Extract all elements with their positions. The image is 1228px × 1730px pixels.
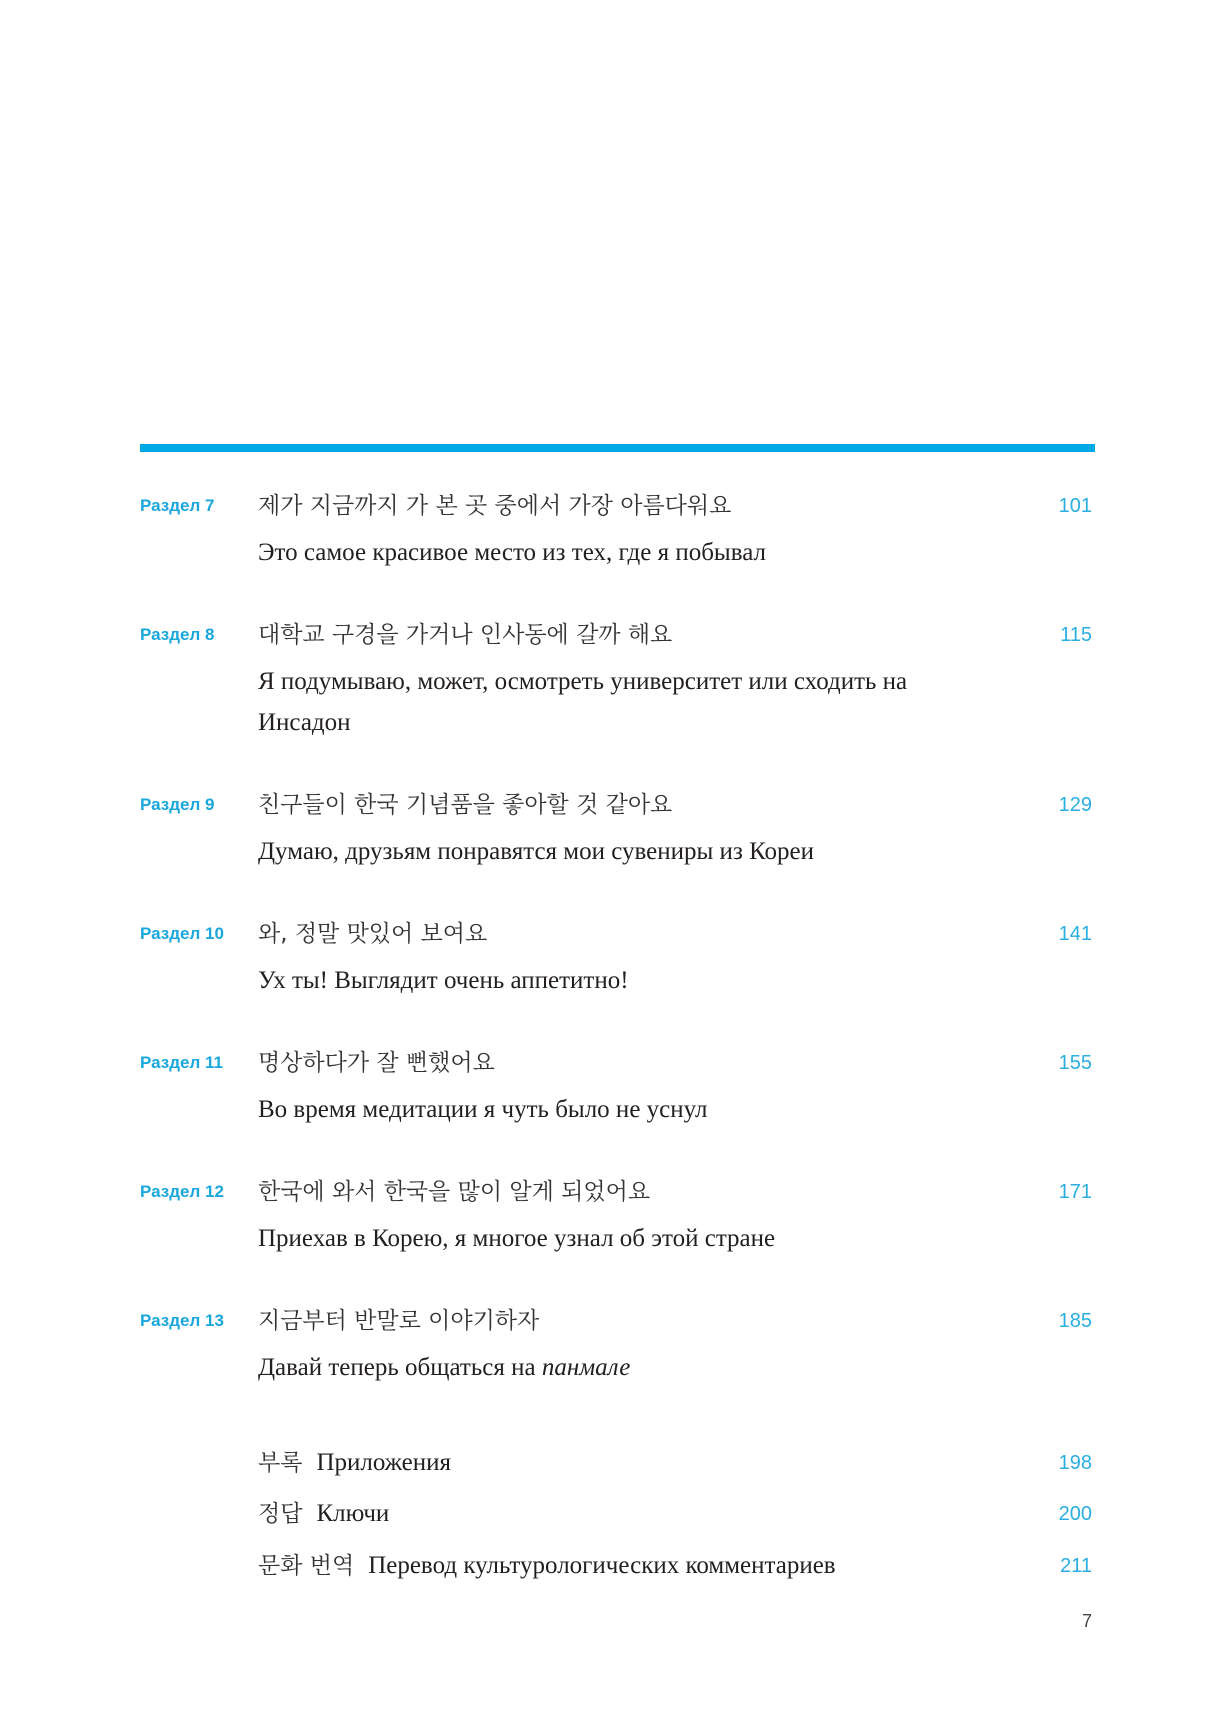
page-number[interactable]: 129 [1058, 794, 1092, 816]
russian-title-italic-term: панмале [541, 1354, 631, 1381]
russian-title: Это самое красивое место из тех, где я побывал [258, 539, 766, 566]
page-number[interactable]: 198 [1058, 1452, 1092, 1474]
appendix-russian-label: Ключи [316, 1500, 390, 1527]
page-number[interactable]: 171 [1058, 1181, 1092, 1203]
page-number[interactable]: 200 [1058, 1503, 1092, 1525]
russian-title: Во время медитации я чуть было не уснул [258, 1096, 708, 1123]
appendix-korean-label: 부록 [258, 1450, 303, 1476]
korean-title: 대학교 구경을 가거나 인사동에 갈까 해요 [258, 622, 673, 648]
russian-title: Ух ты! Выглядит очень аппетитно! [258, 967, 629, 994]
korean-title: 친구들이 한국 기념품을 좋아할 것 같아요 [258, 792, 673, 818]
page-folio-number: 7 [1081, 1611, 1092, 1631]
korean-title: 한국에 와서 한국을 많이 알게 되었어요 [258, 1179, 651, 1205]
korean-title: 제가 지금까지 가 본 곳 중에서 가장 아름다워요 [258, 493, 732, 519]
section-label: Раздел 13 [140, 1311, 224, 1330]
appendix-russian-label: Приложения [316, 1449, 452, 1476]
page-number[interactable]: 155 [1058, 1052, 1092, 1074]
page-number[interactable]: 101 [1058, 495, 1092, 517]
section-label: Раздел 9 [140, 795, 215, 814]
section-divider-rule [140, 444, 1095, 452]
page-number[interactable]: 211 [1060, 1555, 1092, 1577]
page-number[interactable]: 141 [1058, 923, 1092, 945]
russian-title: Приехав в Корею, я многое узнал об этой стране [258, 1225, 776, 1252]
korean-title: 지금부터 반말로 이야기하자 [258, 1308, 540, 1334]
page-number[interactable]: 185 [1058, 1310, 1092, 1332]
russian-title: Я подумываю, может, осмотреть университет или сходить на Инсадон [258, 668, 908, 736]
appendix-korean-label: 정답 [258, 1501, 303, 1527]
russian-title-prefix: Давай теперь общаться на [258, 1354, 542, 1381]
appendix-korean-label: 문화 번역 [258, 1553, 355, 1579]
section-label: Раздел 7 [140, 496, 215, 515]
section-label: Раздел 11 [140, 1053, 223, 1072]
section-label: Раздел 12 [140, 1182, 224, 1201]
korean-title: 와, 정말 맛있어 보여요 [258, 921, 488, 947]
section-label: Раздел 10 [140, 924, 224, 943]
page-number[interactable]: 115 [1060, 624, 1092, 646]
appendix-russian-label: Перевод культурологических комментариев [368, 1552, 836, 1579]
section-label: Раздел 8 [140, 625, 215, 644]
russian-title [258, 1347, 978, 1388]
russian-title: Думаю, друзьям понравятся мои сувениры из Кореи [258, 838, 814, 865]
korean-title: 명상하다가 잘 뻔했어요 [258, 1050, 495, 1076]
